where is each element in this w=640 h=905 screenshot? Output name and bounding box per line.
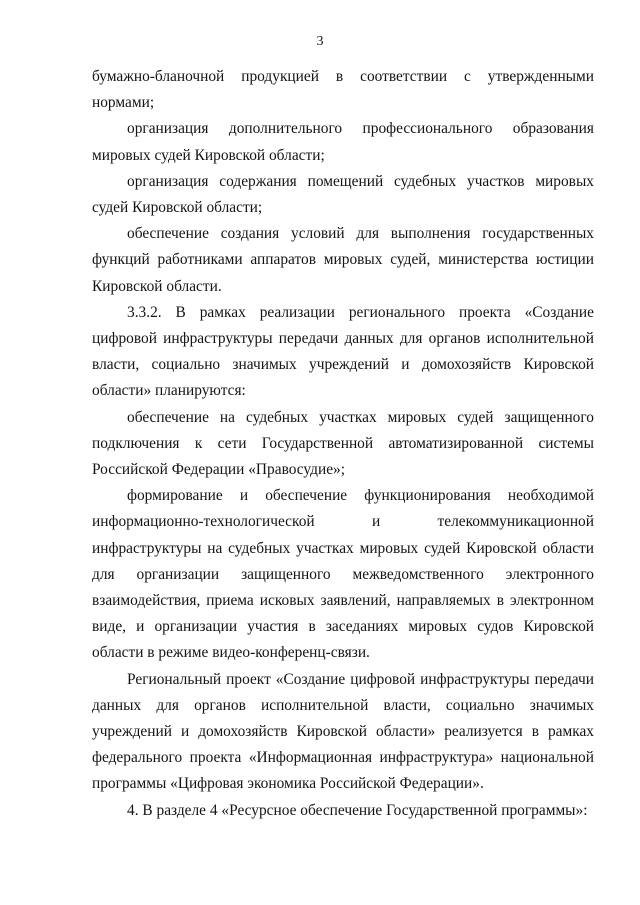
paragraph-continuation: бумажно-бланочной продукцией в соответствии с утвержденными нормами; bbox=[92, 68, 594, 112]
paragraph-section-3-3-2: 3.3.2. В рамках реализации регионального проекта «Создание цифровой инфраструктуры передачи данных для органов исполнительной власти, социально значимых учреждений и домохозяйств Кировской области» планируются: bbox=[92, 303, 594, 400]
paragraph-infrastructure: формирование и обеспечение функционирования необходимой информационно-технологической и телекоммуникационной инфраструктуры на судебных участках мировых судей Кировской области для организации защищенного межведомственного электронного взаимодействия, приема исковых заявлений, направляемых в электронном виде, и организации участия в заседаниях мировых судов Кировской области в режиме видео-конференц-связи. bbox=[92, 487, 594, 662]
paragraph-secure-connection: обеспечение на судебных участках мировых судей защищенного подключения к сети Государственной автоматизированной системы Российской Федерации «Правосудие»; bbox=[92, 408, 594, 479]
paragraph-regional-project: Региональный проект «Создание цифровой инфраструктуры передачи данных для органов исполнительной власти, социально значимых учреждений и домохозяйств Кировской области» реализуется в рамках федерального проекта «Информационная инфраструктура» национальной программы «Цифровая экономика Российской Федерации». bbox=[92, 670, 594, 793]
paragraph-working-conditions: обеспечение создания условий для выполнения государственных функций работниками аппаратов мировых судей, министерства юстиции Кировской области. bbox=[92, 225, 594, 295]
paragraph-premises-maintenance: организация содержания помещений судебных участков мировых судей Кировской области; bbox=[92, 172, 594, 217]
page-number: 3 bbox=[316, 34, 324, 49]
document-body bbox=[92, 64, 594, 824]
paragraph-section-4: 4. В разделе 4 «Ресурсное обеспечение Государственной программы»: bbox=[127, 801, 588, 819]
paragraph-judges-training: организация дополнительного профессионального образования мировых судей Кировской области; bbox=[92, 120, 594, 164]
